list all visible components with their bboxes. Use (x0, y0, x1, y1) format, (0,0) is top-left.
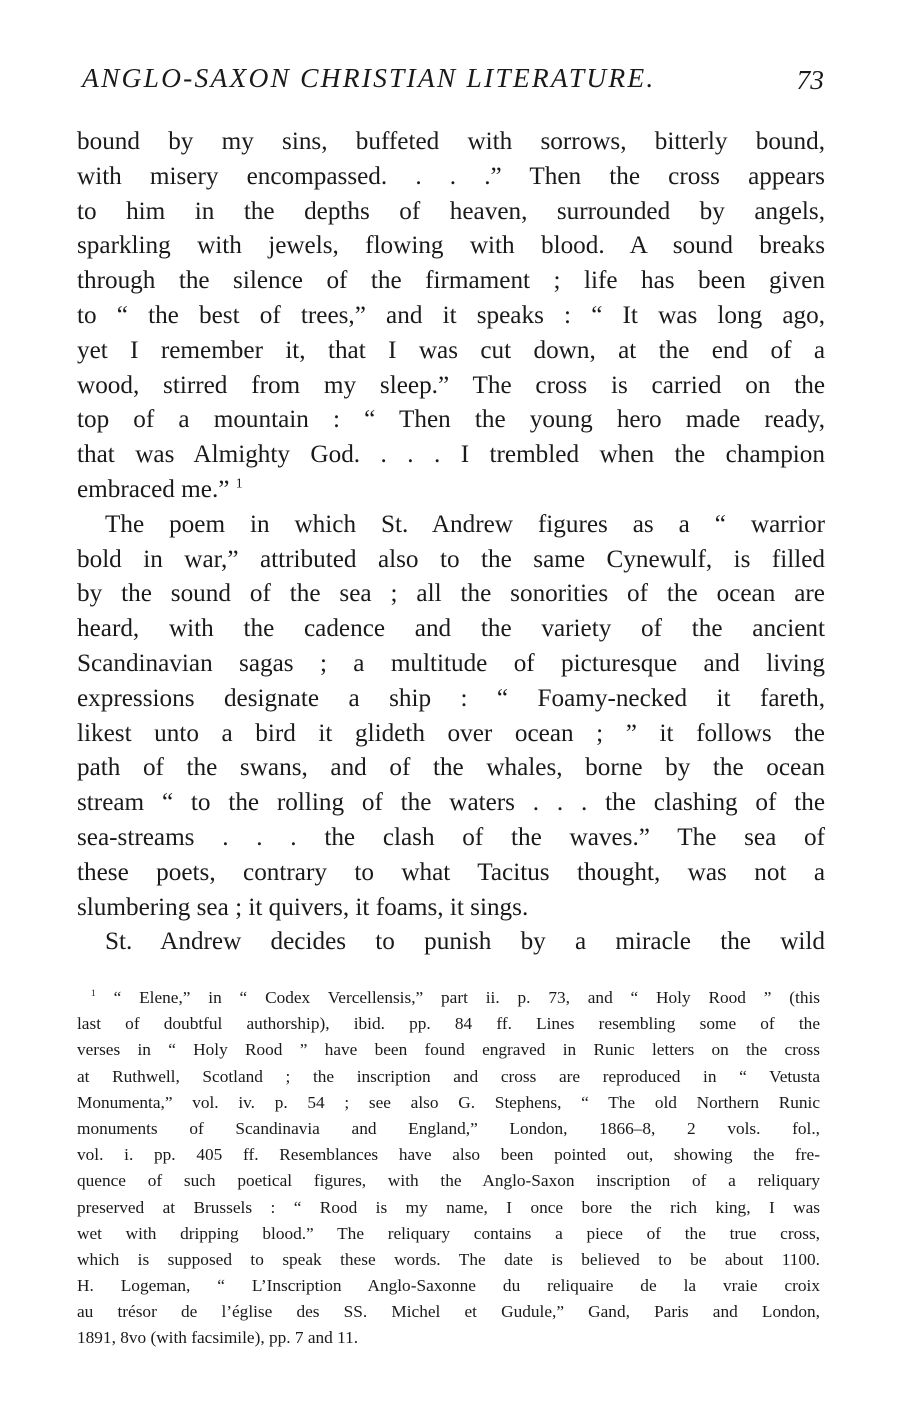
footnote-line: quence of such poetical figures, with the Anglo-Saxon inscription of a reliquary (77, 1171, 820, 1191)
text-line: embraced me.” (77, 475, 230, 503)
text-line: expressions designate a ship : “ Foamy-necked it fareth, (77, 684, 825, 712)
text-line: with misery encompassed. . . .” Then the cross appears (77, 162, 825, 190)
running-head-title: ANGLO-SAXON CHRISTIAN LITERATURE. (82, 62, 656, 93)
footnote-line: wet with dripping blood.” The reliquary contains a piece of the true cross, (77, 1223, 820, 1243)
text-line: bound by my sins, buffeted with sorrows, bitterly bound, (77, 128, 825, 155)
footnote-line: which is supposed to speak these words. The date is believed to be about 1100. (77, 1249, 820, 1269)
text-line: Scandinavian sagas ; a multitude of picturesque and living (77, 649, 825, 677)
footnote-line: at Ruthwell, Scotland ; the inscription and cross are reproduced in “ Vetusta (77, 1066, 820, 1086)
text-line: The poem in which St. Andrew figures as a “ warrior (105, 510, 825, 538)
text-line: that was Almighty God. . . . I trembled when the champion (77, 441, 825, 469)
running-head (82, 62, 824, 102)
footnote-line: Monumenta,” vol. iv. p. 54 ; see also G. Stephens, “ The old Northern Runic (77, 1092, 820, 1112)
text-line: bold in war,” attributed also to the same Cynewulf, is filled (77, 545, 825, 573)
footnote-line: preserved at Brussels : “ Rood is my name, I once bore the rich king, I was (77, 1197, 820, 1217)
text-line: through the silence of the firmament ; life has been given (77, 267, 825, 295)
text-line: yet I remember it, that I was cut down, at the end of a (77, 336, 825, 364)
text-line: top of a mountain : “ Then the young hero made ready, (77, 406, 825, 434)
footnote-line: verses in “ Holy Rood ” have been found engraved in Runic letters on the cross (77, 1040, 820, 1060)
footnote-line: vol. i. pp. 405 ff. Resemblances have also been pointed out, showing the fre- (77, 1145, 820, 1165)
footnote-line: au trésor de l’église des SS. Michel et Gudule,” Gand, Paris and London, (77, 1302, 820, 1322)
text-line: sea-streams . . . the clash of the waves.” The sea of (77, 823, 825, 851)
footnote-line: H. Logeman, “ L’Inscription Anglo-Saxonne du reliquaire de la vraie croix (77, 1276, 820, 1296)
text-line: path of the swans, and of the whales, borne by the ocean (77, 754, 825, 782)
text-line: slumbering sea ; it quivers, it foams, it sings. (77, 893, 529, 921)
text-line: to “ the best of trees,” and it speaks : “ It was long ago, (77, 301, 825, 329)
footnote-line: monuments of Scandinavia and England,” London, 1866–8, 2 vols. fol., (77, 1118, 820, 1138)
text-line: St. Andrew decides to punish by a miracle the wild (105, 928, 825, 956)
text-line: to him in the depths of heaven, surrounded by angels, (77, 197, 825, 225)
footnote-line: 1891, 8vo (with facsimile), pp. 7 and 11. (77, 1328, 359, 1348)
footnote-line: “ Elene,” in “ Codex Vercellensis,” part ii. p. 73, and “ Holy Rood ” (this (113, 988, 820, 1007)
paragraph-end-line (77, 473, 825, 508)
text-line: likest unto a bird it glideth over ocean ; ” it follows the (77, 719, 825, 747)
footnote-first-line (77, 985, 820, 1011)
footnote-line: last of doubtful authorship), ibid. pp. 84 ff. Lines resembling some of the (77, 1014, 820, 1034)
main-text (77, 125, 825, 960)
text-line: sparkling with jewels, flowing with blood. A sound breaks (77, 232, 825, 260)
footnote-reference: 1 (235, 475, 243, 491)
text-line: stream “ to the rolling of the waters . . . the clashing of the (77, 789, 825, 817)
footnote-marker: 1 (91, 989, 96, 1000)
text-line: by the sound of the sea ; all the sonorities of the ocean are (77, 580, 825, 608)
text-line: wood, stirred from my sleep.” The cross is carried on the (77, 371, 825, 399)
text-line: these poets, contrary to what Tacitus thought, was not a (77, 858, 825, 886)
page-number: 73 (796, 64, 824, 95)
footnote (77, 985, 820, 1352)
text-line: heard, with the cadence and the variety of the ancient (77, 615, 825, 643)
